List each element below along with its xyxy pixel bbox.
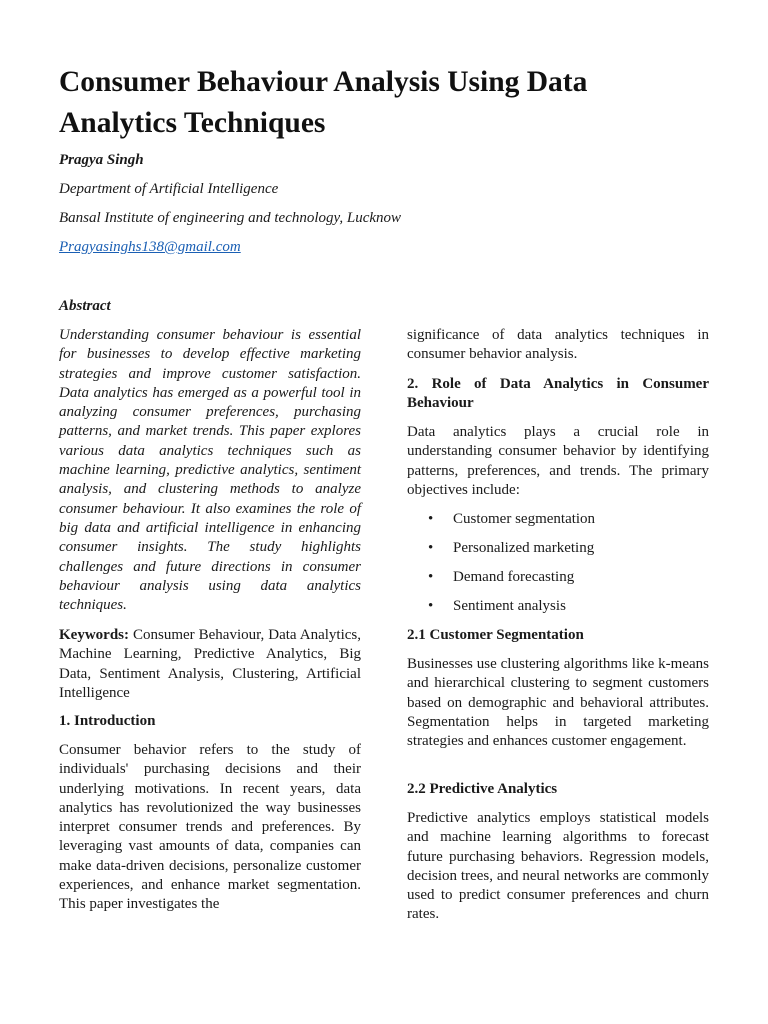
- list-item: [407, 539, 709, 568]
- author-department: Department of Artificial Intelligence: [59, 181, 279, 197]
- introduction-text-part1: Consumer behavior refers to the study of individuals' purchasing decisions and their underlying motivations. In recent years, data analytics has revolutionized the way businesses interpret consumer trends and preferences. By leveraging vast amounts of data, companies can make data-driven decisions, personalize customer experiences, and enhance market segmentation. This paper investigates the: [59, 742, 361, 913]
- section-2-1-text: Businesses use clustering algorithms like k-means and hierarchical clustering to segment customers based on demographic and behavioral attributes. Segmentation helps in targeted marketing strategies and enhances customer engagement.: [407, 656, 709, 750]
- introduction-text-part2: significance of data analytics techniques in consumer behavior analysis.: [407, 327, 709, 363]
- section-2-2-heading: 2.2 Predictive Analytics: [407, 781, 558, 797]
- section-2-text: Data analytics plays a crucial role in understanding consumer behavior by identifying patterns, preferences, and trends. The primary objectives include:: [407, 424, 709, 498]
- abstract-heading: Abstract: [59, 298, 111, 314]
- list-item-text: Demand forecasting: [453, 569, 575, 585]
- list-item: [407, 568, 709, 597]
- section-2-1-heading: 2.1 Customer Segmentation: [407, 627, 584, 643]
- list-item-text: Customer segmentation: [453, 511, 596, 527]
- keywords-label: Keywords:: [59, 627, 129, 643]
- paper-title: Consumer Behaviour Analysis Using Data Analytics Techniques: [59, 66, 588, 139]
- list-item: [407, 597, 709, 626]
- keywords-text: Consumer Behaviour, Data Analytics, Machine Learning, Predictive Analytics, Big Data, Sentiment Analysis, Clustering, Artificial Intelligence: [59, 627, 361, 701]
- author-institution: Bansal Institute of engineering and technology, Lucknow: [59, 210, 402, 226]
- list-item-text: Personalized marketing: [453, 540, 595, 556]
- bullet-icon: •: [428, 540, 434, 556]
- bullet-icon: •: [428, 598, 434, 614]
- keywords: [59, 626, 361, 703]
- bullet-icon: •: [428, 511, 434, 527]
- list-item-text: Sentiment analysis: [453, 598, 566, 614]
- introduction-heading: 1. Introduction: [59, 713, 156, 729]
- abstract-text: Understanding consumer behaviour is essential for businesses to develop effective marketing strategies and improve customer satisfaction. Data analytics has emerged as a powerful tool in analyzing consumer preferences, purchasing patterns, and market trends. This paper explores various data analytics techniques such as machine learning, predictive analytics, sentiment analysis, and clustering methods to analyze consumer behaviour. It also examines the role of big data and artificial intelligence in enhancing consumer insights. The study highlights challenges and future directions in consumer behaviour analysis using data analytics techniques.: [59, 327, 361, 614]
- author-email-link[interactable]: Pragyasinghs138@gmail.com: [59, 239, 241, 255]
- author-name: Pragya Singh: [59, 152, 144, 168]
- section-2-heading: 2. Role of Data Analytics in Consumer Behaviour: [407, 376, 709, 412]
- section-2-2-text: Predictive analytics employs statistical models and machine learning algorithms to forecast future purchasing behaviors. Regression models, decision trees, and neural networks are commonly used to predict consumer preferences and churn rates.: [407, 810, 709, 923]
- objectives-list: [407, 510, 709, 626]
- bullet-icon: •: [428, 569, 434, 585]
- list-item: [407, 510, 709, 539]
